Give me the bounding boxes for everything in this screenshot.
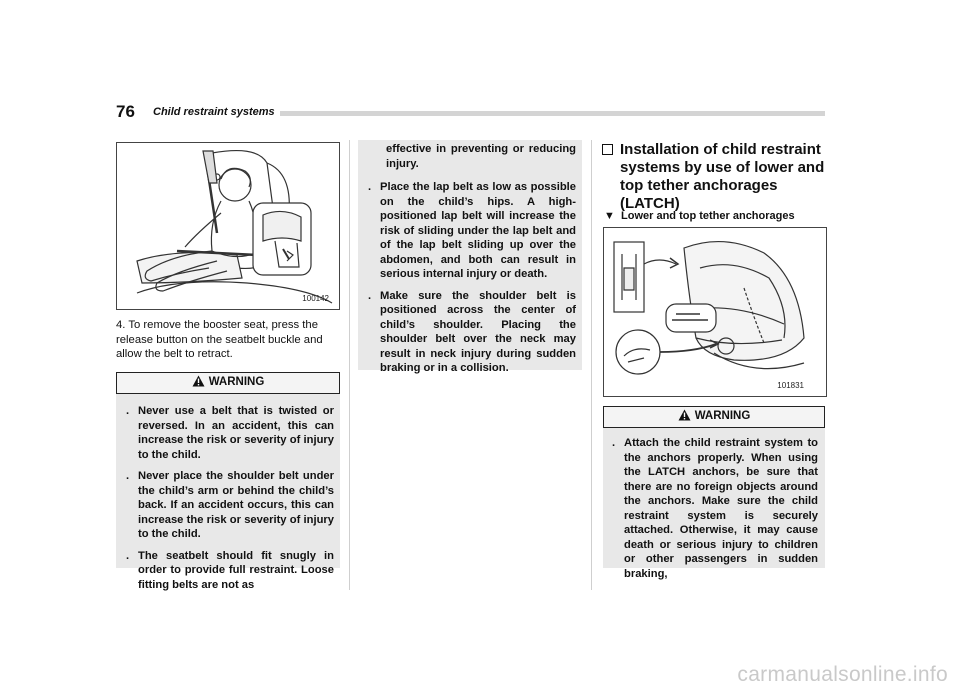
- warning-item: . Never place the shoulder belt under the child’s arm or behind the child’s back. If an accident occurs, this can increase the risk or severity of injury to the child.: [126, 470, 334, 540]
- warning-title-left: [116, 372, 340, 394]
- latch-anchorage-illustration: [603, 227, 827, 397]
- latch-drawing: [604, 228, 826, 396]
- page-number: 76: [116, 102, 135, 121]
- triangle-down-icon: ▼: [604, 210, 615, 222]
- warning-item: . Place the lap belt as low as possible on the child’s hips. A high-positioned lap belt will increase the risk of sliding under the lap belt and of the lap belt sliding up over the abdomen, and both can result in serious internal injury or death.: [368, 181, 576, 280]
- warning-item: . Never use a belt that is twisted or reversed. In an accident, this can increase the risk or severity of injury to the child.: [126, 405, 334, 461]
- warning-title-text: WARNING: [208, 376, 265, 388]
- warning-list-right: [610, 436, 818, 588]
- warning-list-left: [124, 404, 334, 599]
- warning-list-middle: [366, 180, 576, 383]
- header-rule: [280, 111, 825, 116]
- figure-code-101831: 101831: [777, 381, 804, 390]
- warning-triangle-icon: [678, 409, 691, 421]
- booster-seat-drawing: [117, 143, 339, 309]
- section-marker-icon: [602, 144, 613, 155]
- column-divider-right: [591, 140, 592, 590]
- section-title: Child restraint systems: [153, 106, 275, 118]
- warning-item: . Attach the child restraint system to the anchors properly. When using the LATCH anchors, be sure that there are no foreign objects around the anchors. Make sure the child restraint system is securely attached. Otherwise, it may cause death or serious injury to children or other passengers in sudden braking,: [612, 437, 818, 580]
- warning-item: . Make sure the shoulder belt is positioned across the center of child’s shoulder. Placing the shoulder belt over the neck may result in neck injury during sudden braking or in a collision.: [368, 289, 576, 374]
- warning-triangle-icon: [192, 375, 205, 387]
- booster-seat-illustration: [116, 142, 340, 310]
- section-heading-latch: Installation of child restraint systems by use of lower and top tether anchorages (LATCH): [620, 141, 830, 213]
- step-4-text: 4. To remove the booster seat, press the release button on the seatbelt buckle and allow the belt to retract.: [116, 319, 323, 361]
- warning-continuation: effective in preventing or reducing injury.: [386, 143, 576, 170]
- sub-heading-anchorages: ▼ Lower and top tether anchorages: [604, 210, 795, 222]
- figure-code-100142: 100142: [302, 294, 329, 303]
- warning-title-right: [603, 406, 825, 428]
- warning-item: . The seatbelt should fit snugly in order to provide full restraint. Loose fitting belts are not as: [126, 549, 334, 591]
- watermark: carmanualsonline.info: [737, 663, 948, 686]
- warning-title-text: WARNING: [694, 410, 751, 422]
- column-divider-left: [349, 140, 350, 590]
